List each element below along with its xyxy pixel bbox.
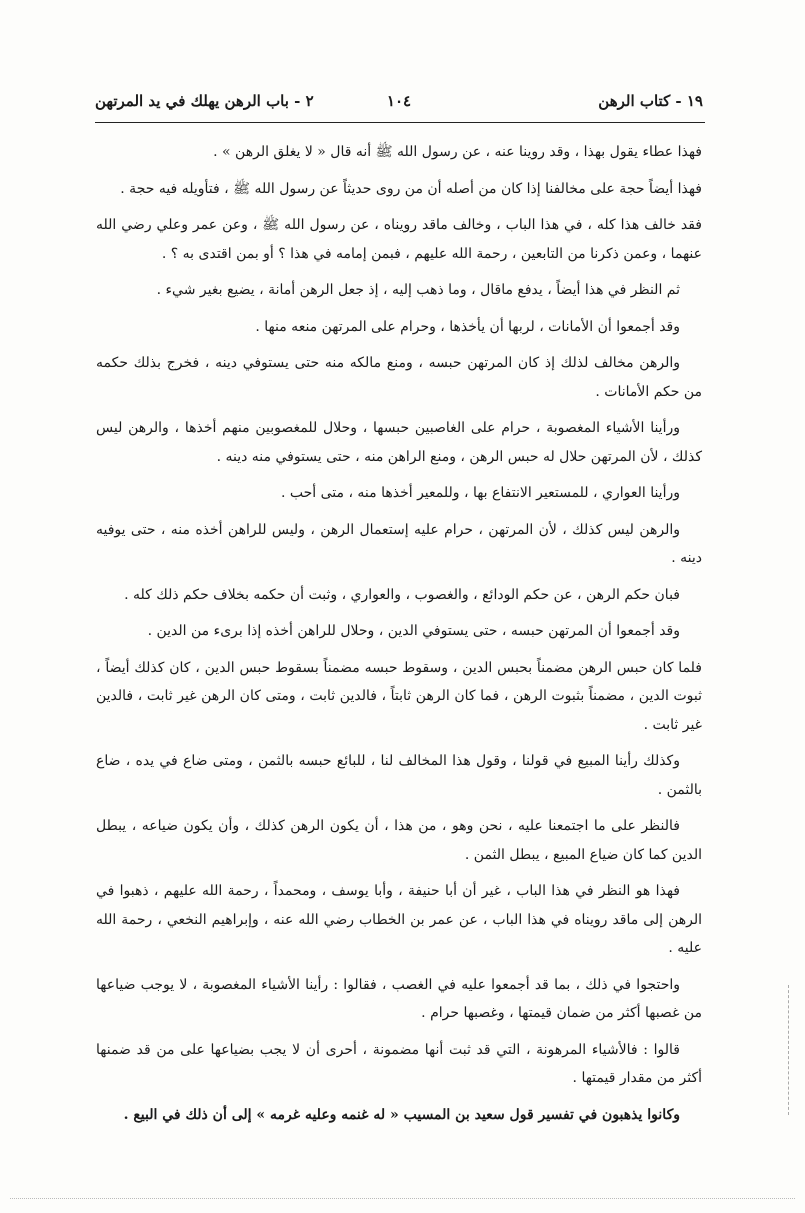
chapter-title: ١٩ - كتاب الرهن — [598, 92, 703, 110]
paragraph: وكذلك رأينا المبيع في قولنا ، وقول هذا المخالف لنا ، للبائع حبسه بالثمن ، ومتى ضاع في يده ، ضاع بالثمن . — [96, 753, 702, 798]
margin-line — [788, 985, 789, 1115]
paragraph: فهذا هو النظر في هذا الباب ، غير أن أبا حنيفة ، وأبا يوسف ، ومحمداً ، رحمة الله عليهم ، ذهبوا في الرهن إلى ماقد رويناه في هذا الباب ، عن عمر بن الخطاب رضي الله عنه ، وإبراهيم النخعي ، رحمة الله عليه . — [96, 883, 702, 956]
paragraph: وقد أجمعوا أن المرتهن حبسه ، حتى يستوفي الدين ، وحلال للراهن أخذه إذا برىء من الدين . — [147, 623, 680, 639]
header-rule — [95, 122, 705, 123]
paragraph: وقد أجمعوا أن الأمانات ، لربها أن يأخذها ، وحرام على المرتهن منعه منها . — [255, 318, 680, 335]
paragraph: فهذا أيضاً حجة على مخالفنا إذا كان من أصله أن من روى حديثاً عن رسول الله ﷺ ، فتأويله فيه حجة . — [120, 180, 702, 197]
bottom-edge-line — [10, 1198, 795, 1199]
page-header — [95, 92, 703, 118]
paragraph: قالوا : فالأشياء المرهونة ، التي قد ثبت أنها مضمونة ، أحرى أن لا يجب بضياعها على من قد ضمنها أكثر من مقدار قيمتها . — [96, 1041, 702, 1086]
section-title: ٢ - باب الرهن يهلك في يد المرتهن — [95, 92, 314, 110]
paragraph: فبان حكم الرهن ، عن حكم الودائع ، والغصوب ، والعواري ، وثبت أن حكمه بخلاف حكم ذلك كله . — [124, 586, 680, 603]
paragraph: فلما كان حبس الرهن مضمناً بحبس الدين ، وسقوط حبسه مضمناً بسقوط حبس الدين ، كان كذلك أيضاً ، ثبوت الدين ، مضمناً بثبوت الرهن ، فما كان الرهن ثابتاً ، فالدين ثابت ، ومتى كان الرهن غير ثابت ، فالدين غير ثابت . — [96, 659, 702, 733]
page-body — [96, 138, 702, 1137]
paragraph: والرهن ليس كذلك ، لأن المرتهن ، حرام عليه إستعمال الرهن ، وليس للراهن أخذه منه ، حتى يوفيه دينه . — [96, 521, 702, 566]
paragraph: وكانوا يذهبون في تفسير قول سعيد بن المسيب « له غنمه وعليه غرمه » إلى أن ذلك في البيع . — [123, 1106, 680, 1123]
paragraph: فالنظر على ما اجتمعنا عليه ، نحن وهو ، من هذا ، أن يكون الرهن كذلك ، وأن يكون ضياعه ، يبطل الدين كما كان ضياع المبيع ، يبطل الثمن . — [96, 818, 702, 863]
paragraph: ورأينا العواري ، للمستعير الانتفاع بها ، وللمعير أخذها منه ، متى أحب . — [280, 485, 680, 501]
paragraph: فقد خالف هذا كله ، في هذا الباب ، وخالف ماقد رويناه ، عن رسول الله ﷺ ، وعن عمر وعلي رضي الله عنهما ، وعمن ذكرنا من التابعين ، رحمة الله عليهم ، فبمن إمامه في هذا ؟ أو بمن اقتدى به ؟ . — [96, 217, 702, 262]
paragraph: والرهن مخالف لذلك إذ كان المرتهن حبسه ، ومنع مالكه منه حتى يستوفي دينه ، فخرج بذلك حكمه من حكم الأمانات . — [96, 355, 702, 400]
paragraph: ثم النظر في هذا أيضاً ، يدفع ماقال ، وما ذهب إليه ، إذ جعل الرهن أمانة ، يضيع بغير شيء . — [156, 282, 680, 298]
paragraph: ورأينا الأشياء المغصوبة ، حرام على الغاصبين حبسها ، وحلال للمغصوبين منهم أخذها ، والرهن ليس كذلك ، لأن المرتهن حلال له حبس الرهن ، ومنع الراهن منه ، حتى يستوفي منه دينه . — [96, 420, 702, 465]
page-number: ١٠٤ — [386, 92, 412, 110]
paragraph: واحتجوا في ذلك ، بما قد أجمعوا عليه في الغصب ، فقالوا : رأينا الأشياء المغصوبة ، لا يوجب ضياعها من غصبها أكثر من ضمان قيمتها ، وغصبها حرام . — [96, 976, 702, 1021]
paragraph: فهذا عطاء يقول بهذا ، وقد روينا عنه ، عن رسول الله ﷺ أنه قال « لا يغلق الرهن » . — [213, 144, 702, 160]
